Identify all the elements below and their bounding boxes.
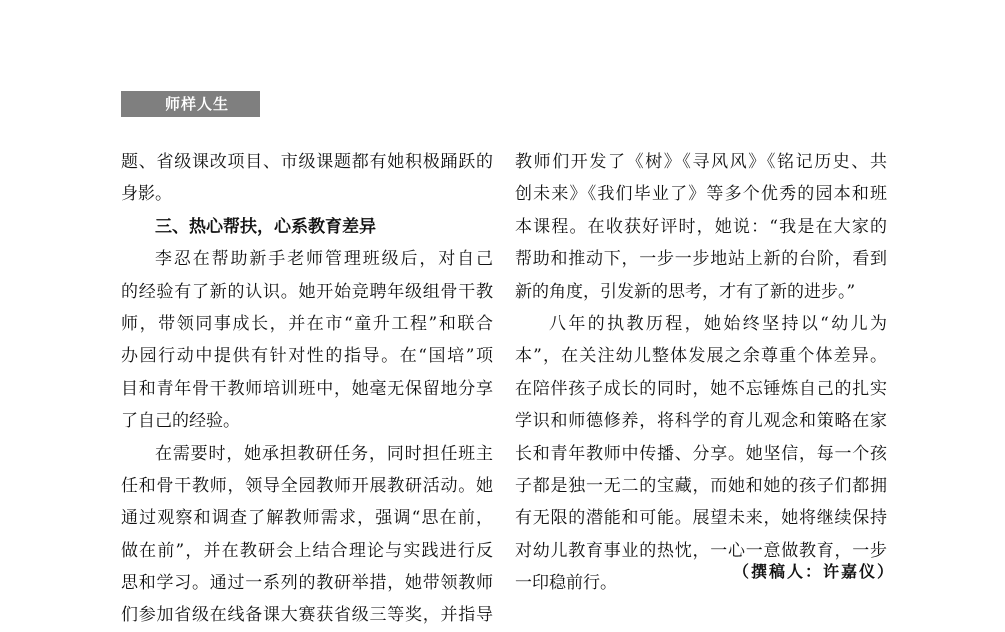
body-line: 李忍在帮助新手老师管理班级后，对自己 xyxy=(155,249,493,270)
body-line: 教师们开发了《树》《寻风风》《铭记历史、共 xyxy=(515,152,887,172)
author-signature: （撰稿人：许嘉仪） xyxy=(733,562,896,581)
section-heading: 三、热心帮扶，心系教育差异 xyxy=(155,216,376,237)
body-line: 本课程。在收获好评时，她说：“我是在大家的 xyxy=(515,216,887,237)
body-line: 们参加省级在线备课大赛获省级三等奖，并指导 xyxy=(121,605,493,626)
right-column xyxy=(515,146,887,599)
body-line: 身影。 xyxy=(121,184,172,205)
body-line: 目和青年骨干教师培训班中，她毫无保留地分享 xyxy=(121,378,493,399)
body-line: 的经验有了新的认识。她开始竞聘年级组骨干教 xyxy=(121,281,493,302)
body-line: 八年的执教历程，她始终坚持以“幼儿为 xyxy=(549,313,887,334)
body-line: 在需要时，她承担教研任务，同时担任班主 xyxy=(155,443,493,464)
body-line: 新的角度，引发新的思考，才有了新的进步。” xyxy=(515,281,856,302)
body-line: 学识和师德修养，将科学的育儿观念和策略在家 xyxy=(515,411,887,432)
body-line: 师，带领同事成长，并在市“童升工程”和联合 xyxy=(121,313,493,334)
body-line: 子都是独一无二的宝藏，而她和她的孩子们都拥 xyxy=(515,475,887,496)
section-tag: 师样人生 xyxy=(121,91,260,117)
body-line: 长和青年教师中传播、分享。她坚信，每一个孩 xyxy=(515,443,887,464)
body-line: 帮助和推动下，一步一步地站上新的台阶，看到 xyxy=(515,249,887,270)
body-line: 通过观察和调查了解教师需求，强调“思在前， xyxy=(121,508,493,529)
body-line: 做在前”，并在教研会上结合理论与实践进行反 xyxy=(121,540,493,561)
body-line: 创未来》《我们毕业了》等多个优秀的园本和班 xyxy=(515,184,887,205)
body-line: 有无限的潜能和可能。展望未来，她将继续保持 xyxy=(515,508,887,529)
body-line: 本”，在关注幼儿整体发展之余尊重个体差异。 xyxy=(515,346,887,367)
body-line: 一印稳前行。 xyxy=(515,573,617,594)
body-line: 在陪伴孩子成长的同时，她不忘锤炼自己的扎实 xyxy=(515,378,887,399)
body-line: 思和学习。通过一系列的教研举措，她带领教师 xyxy=(121,573,493,594)
body-line: 题、省级课改项目、市级课题都有她积极踊跃的 xyxy=(121,152,493,172)
body-line: 了自己的经验。 xyxy=(121,411,240,432)
body-line: 任和骨干教师，领导全园教师开展教研活动。她 xyxy=(121,475,493,496)
body-line: 办园行动中提供有针对性的指导。在“国培”项 xyxy=(121,346,493,367)
body-line: 对幼儿教育事业的热忱，一心一意做教育，一步 xyxy=(515,540,887,561)
left-column xyxy=(121,146,493,632)
